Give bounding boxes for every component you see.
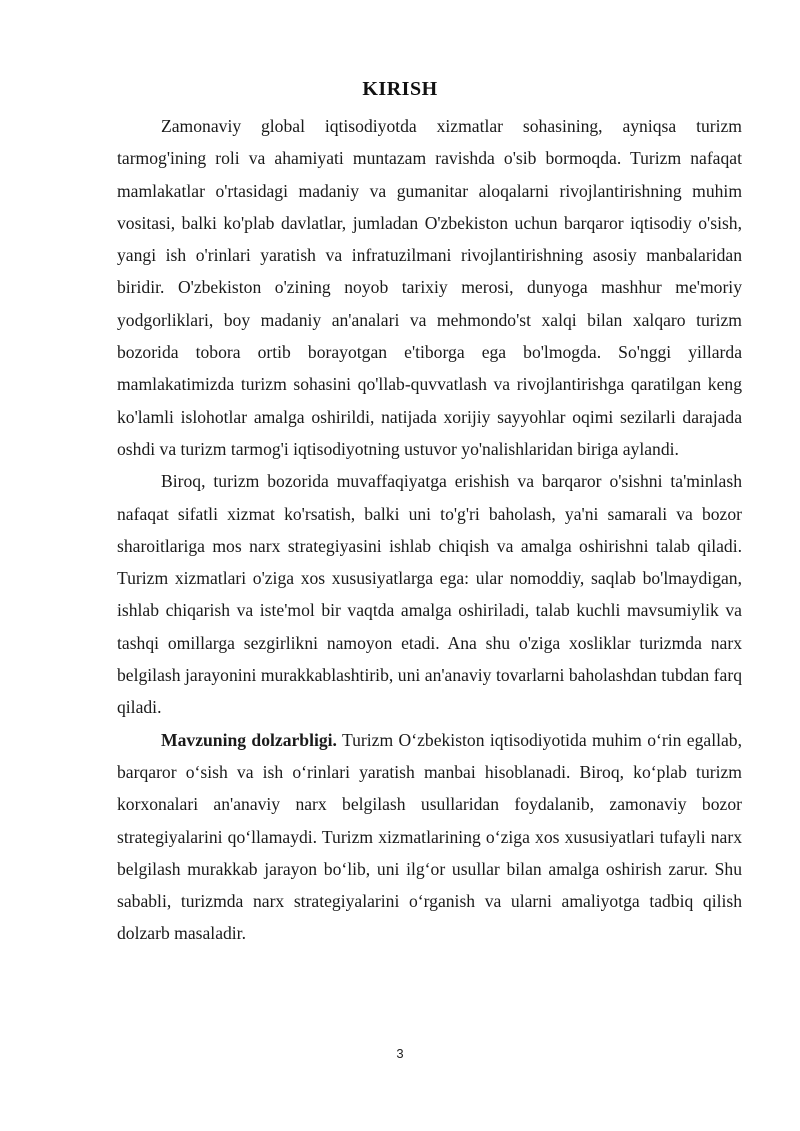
relevance-heading: Mavzuning dolzarbligi. [161, 729, 337, 750]
page-number: 3 [396, 1046, 404, 1061]
body-text [117, 110, 742, 950]
intro-paragraph-2: Biroq, turizm bozorida muvaffaqiyatga erishish va barqaror o'sishni ta'minlash nafaqat sifatli xizmat ko'rsatish, balki uni to'g'ri baholash, ya'ni samarali va bozor sharoitlariga mos narx strategiyasini ishlab chiqish va amalga oshirishni talab qiladi. Turizm xizmatlari o'ziga xos xususiyatlarga ega: ular nomoddiy, saqlab bo'lmaydigan, ishlab chiqarish va iste'mol bir vaqtda amalga oshiriladi, talab kuchli mavsumiylik va tashqi omillarga sezgirlikni namoyon etadi. Ana shu o'ziga xosliklar turizmda narx belgilash jarayonini murakkablashtirib, uni an'anaviy tovarlarni baholashdan tubdan farq qiladi. [117, 471, 742, 718]
relevance-paragraph [117, 724, 742, 950]
section-title: KIRISH [362, 78, 438, 100]
intro-paragraph-1: Zamonaviy global iqtisodiyotda xizmatlar sohasining, ayniqsa turizm tarmog'ining roli va ahamiyati muntazam ravishda o'sib bormoqda. Turizm nafaqat mamlakatlar o'rtasidagi madaniy va gumanitar aloqalarni rivojlantirishning muhim vositasi, balki ko'plab davlatlar, jumladan O'zbekiston uchun barqaror iqtisodiy o'sish, yangi ish o'rinlari yaratish va infratuzilmani rivojlantirishning asosiy manbalaridan biridir. O'zbekiston o'zining noyob tarixiy merosi, dunyoga mashhur me'moriy yodgorliklari, boy madaniy an'analari va mehmondo'st xalqi bilan xalqaro turizm bozorida tobora ortib borayotgan e'tiborga ega bo'lmogda. So'nggi yillarda mamlakatimizda turizm sohasini qo'llab-quvvatlash va rivojlantirishga qaratilgan keng ko'lamli islohotlar amalga oshirildi, natijada xorijiy sayyohlar oqimi sezilarli darajada oshdi va turizm tarmog'i iqtisodiyotning ustuvor yo'nalishlaridan biriga aylandi. [117, 116, 742, 459]
relevance-text: Turizm O‘zbekiston iqtisodiyotida muhim o‘rin egallab, barqaror o‘sish va ish o‘rinlari yaratish manbai hisoblanadi. Biroq, ko‘plab turizm korxonalari an'anaviy narx belgilash usullaridan foydalanib, zamonaviy bozor strategiyalarini qo‘llamaydi. Turizm xizmatlarining o‘ziga xos xususiyatlari tufayli narx belgilash murakkab jarayon bo‘lib, uni ilg‘or usullar bilan amalga oshirish zarur. Shu sababli, turizmda narx strategiyalarini o‘rganish va ularni amaliyotga tadbiq qilish dolzarb masaladir. [117, 729, 742, 944]
